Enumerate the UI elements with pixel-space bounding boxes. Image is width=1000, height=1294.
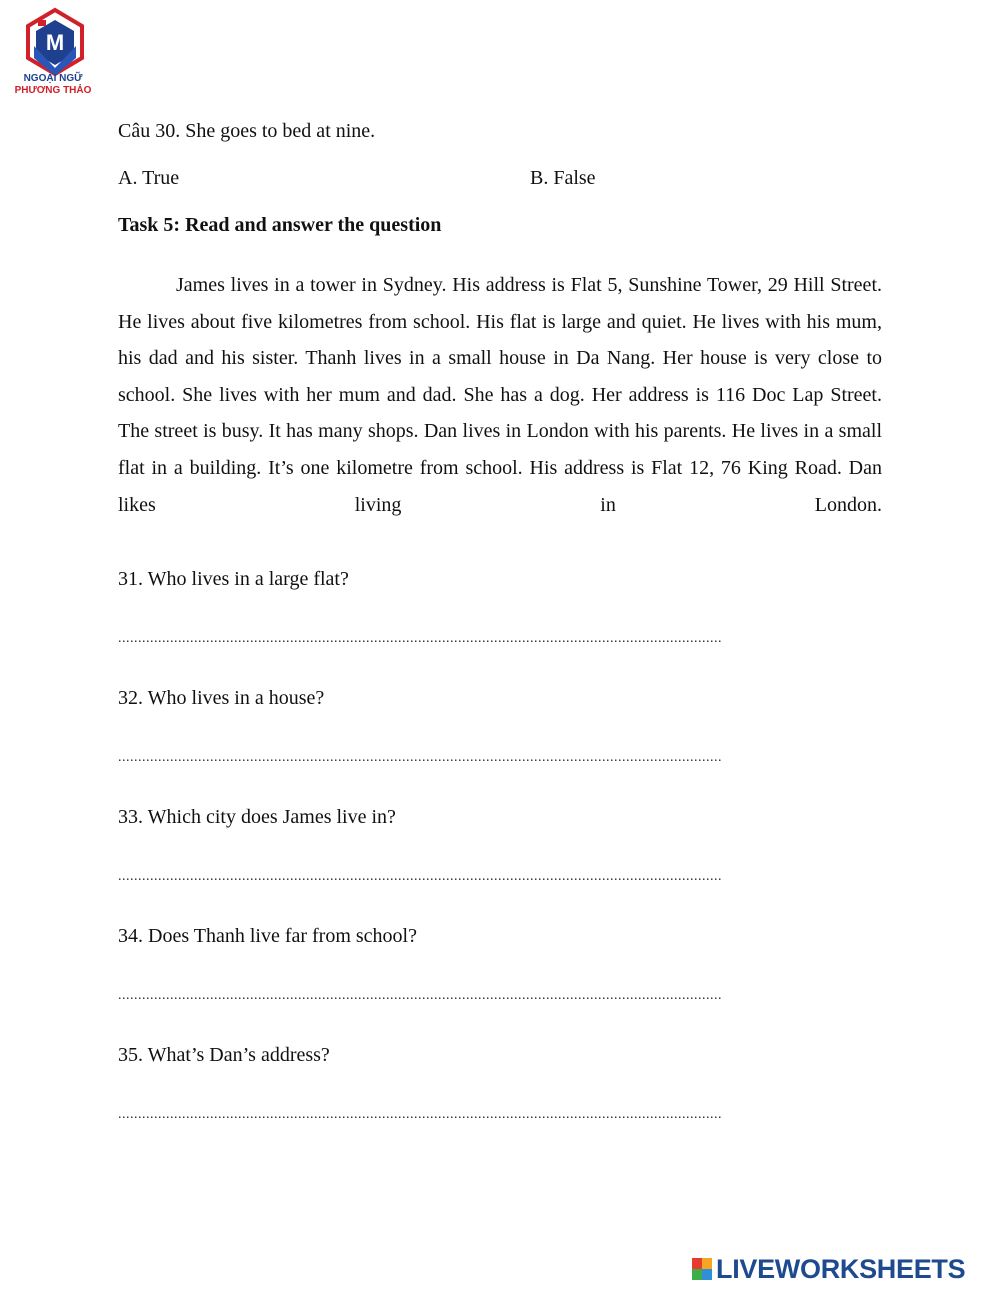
question-31: 31. Who lives in a large flat? bbox=[118, 568, 349, 590]
task-heading: Task 5: Read and answer the question bbox=[118, 214, 442, 236]
option-a: A. True bbox=[118, 167, 180, 189]
question-32: 32. Who lives in a house? bbox=[118, 687, 325, 709]
question-35: 35. What’s Dan’s address? bbox=[118, 1044, 330, 1066]
question-30: Câu 30. She goes to bed at nine. bbox=[118, 120, 376, 142]
answer-line-31[interactable]: ....................................................................................................................................................... bbox=[118, 631, 722, 646]
liveworksheets-badge-icon bbox=[692, 1258, 712, 1280]
logo-text-top: NGOẠI NGỮ bbox=[23, 73, 83, 84]
reading-passage: James lives in a tower in Sydney. His address is Flat 5, Sunshine Tower, 29 Hill Street. He lives about five kilometres from school. His flat is large and quiet. He lives with his mum, his dad and his sister. Thanh lives in a small house in Da Nang. Her house is very close to school. She lives with her mum and dad. She has a dog. Her address is 116 Doc Lap Street. The street is busy. It has many shops. Dan lives in London with his parents. He lives in a small flat in a building. It’s one kilometre from school. His address is Flat 12, 76 King Road. Dan likes living in London. bbox=[118, 274, 882, 516]
question-34: 34. Does Thanh live far from school? bbox=[118, 925, 417, 947]
answer-line-33[interactable]: ....................................................................................................................................................... bbox=[118, 869, 722, 884]
answer-line-34[interactable]: ....................................................................................................................................................... bbox=[118, 988, 722, 1003]
answer-line-35[interactable]: ....................................................................................................................................................... bbox=[118, 1107, 722, 1122]
question-33: 33. Which city does James live in? bbox=[118, 806, 396, 828]
answer-line-32[interactable]: ....................................................................................................................................................... bbox=[118, 750, 722, 765]
logo-text-bottom: PHƯƠNG THẢO bbox=[14, 85, 92, 96]
logo-mark-icon bbox=[12, 6, 98, 78]
liveworksheets-brand: LIVEWORKSHEETS bbox=[716, 1253, 966, 1284]
option-b: B. False bbox=[530, 167, 596, 189]
liveworksheets-footer bbox=[692, 1254, 965, 1284]
svg-text:M: M bbox=[45, 30, 65, 55]
